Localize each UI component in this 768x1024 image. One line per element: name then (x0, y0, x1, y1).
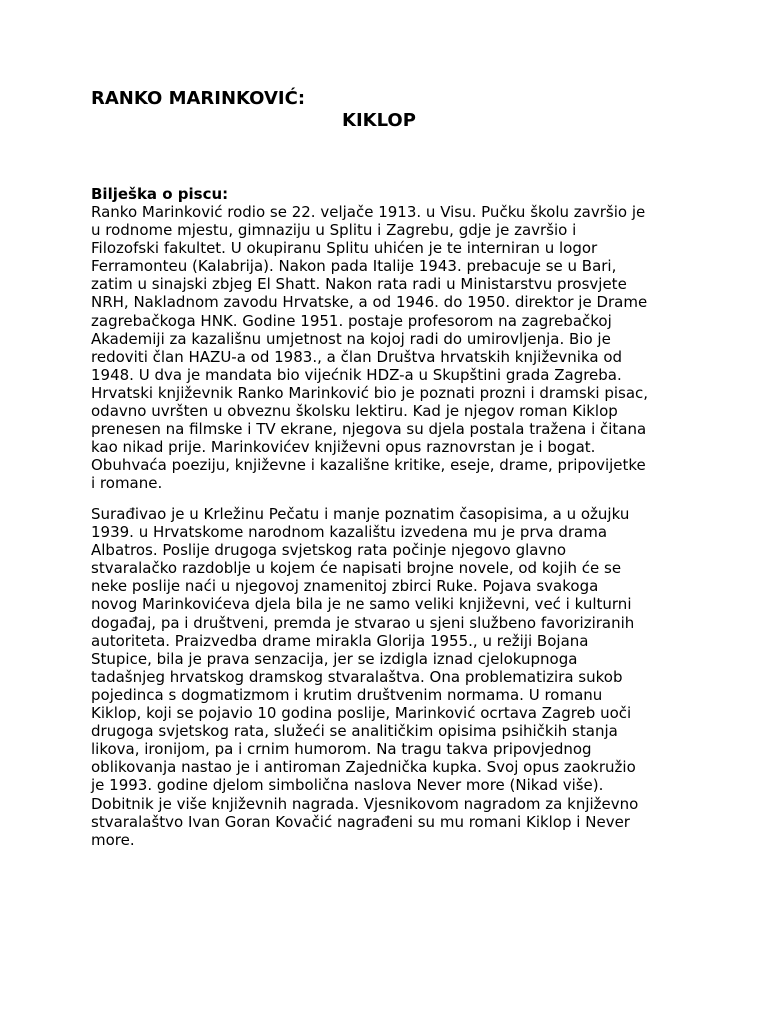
paragraph-line: Ferramonteu (Kalabrija). Nakon pada Italije 1943. prebacuje se u Bari, (91, 257, 617, 276)
paragraph-line: Surađivao je u Krležinu Pečatu i manje poznatim časopisima, a u ožujku (91, 505, 630, 523)
paragraph-line: je 1993. godine djelom simbolična naslova Never more (Nikad više). (91, 776, 604, 795)
paragraph-line: Albatros. Poslije drugoga svjetskog rata počinje njegovo glavno (91, 541, 567, 560)
paragraph-line: redoviti član HAZU-a od 1983., a član Društva hrvatskih književnika od (91, 347, 623, 366)
paragraph-line: Akademiji za kazališnu umjetnost na kojoj radi do umirovljenja. Bio je (91, 329, 611, 348)
paragraph-2 (91, 505, 691, 849)
paragraph-line: Kiklop, koji se pojavio 10 godina poslije, Marinković ocrtava Zagreb uoči (91, 704, 632, 723)
title-work: KIKLOP (342, 110, 416, 131)
paragraph-line: pojedinca s dogmatizmom i krutim društvenim normama. U romanu (91, 685, 603, 704)
biography-section (91, 185, 691, 493)
paragraph-2-block (91, 505, 691, 849)
title-author: RANKO MARINKOVIĆ: (91, 88, 306, 109)
paragraph-line: neke poslije naći u njegovoj znamenitoj zbirci Ruke. Pojava svakoga (91, 577, 599, 596)
paragraph-line: drugoga svjetskog rata, služeći se analitičkim opisima psihičkih stanja (91, 722, 618, 741)
paragraph-1 (91, 203, 691, 493)
paragraph-line: NRH, Nakladnom zavodu Hrvatske, a od 1946. do 1950. direktor je Drame (91, 293, 648, 312)
paragraph-line: Filozofski fakultet. U okupiranu Splitu uhićen je te interniran u logor (91, 239, 598, 258)
paragraph-line: u rodnome mjestu, gimnaziju u Splitu i Zagrebu, gdje je završio i (91, 221, 577, 240)
paragraph-line: 1939. u Hrvatskome narodnom kazalištu izvedena mu je prva drama (91, 523, 608, 542)
paragraph-line: novog Marinkovićeva djela bila je ne samo veliki književni, već i kulturni (91, 595, 632, 614)
paragraph-line: Dobitnik je više književnih nagrada. Vjesnikovom nagradom za književno (91, 794, 639, 813)
paragraph-line: Ranko Marinković rodio se 22. veljače 1913. u Visu. Pučku školu završio je (91, 203, 646, 221)
paragraph-line: oblikovanja nastao je i antiroman Zajednička kupka. Svoj opus zaokružio (91, 758, 636, 777)
paragraph-line: kao nikad prije. Marinkovićev književni opus raznovrstan je i bogat. (91, 438, 596, 457)
paragraph-line: Stupice, bila je prava senzacija, jer se izdigla iznad cjelokupnoga (91, 649, 578, 668)
paragraph-line: prenesen na filmske i TV ekrane, njegova su djela postala tražena i čitana (91, 420, 647, 439)
paragraph-line: Obuhvaća poeziju, književne i kazališne kritike, eseje, drame, pripovijetke (91, 456, 646, 475)
paragraph-line: i romane. (91, 474, 163, 493)
paragraph-line: Hrvatski književnik Ranko Marinković bio je poznati prozni i dramski pisac, (91, 383, 649, 402)
section-heading: Bilješka o piscu: (91, 185, 229, 203)
paragraph-line: more. (91, 830, 135, 849)
paragraph-line: autoriteta. Praizvedba drame mirakla Glorija 1955., u režiji Bojana (91, 631, 589, 650)
paragraph-line: stvaralaštvo Ivan Goran Kovačić nagrađeni su mu romani Kiklop i Never (91, 812, 630, 831)
paragraph-line: zagrebačkoga HNK. Godine 1951. postaje profesorom na zagrebačkoj (91, 311, 612, 330)
paragraph-line: tadašnjeg hrvatskog dramskog stvaralaštva. Ona problematizira sukob (91, 667, 623, 686)
paragraph-line: likova, ironijom, pa i crnim humorom. Na tragu takva pripovjednog (91, 740, 592, 759)
paragraph-line: stvaralačko razdoblje u kojem će napisati brojne novele, od kojih će se (91, 559, 622, 578)
paragraph-line: 1948. U dva je mandata bio vijećnik HDZ-a u Skupštini grada Zagreba. (91, 365, 622, 384)
paragraph-line: zatim u sinajski zbjeg El Shatt. Nakon rata radi u Ministarstvu prosvjete (91, 275, 627, 294)
paragraph-line: događaj, pa i društveni, premda je stvarao u sjeni službeno favoriziranih (91, 613, 635, 632)
paragraph-line: odavno uvršten u obveznu školsku lektiru. Kad je njegov roman Kiklop (91, 402, 618, 421)
